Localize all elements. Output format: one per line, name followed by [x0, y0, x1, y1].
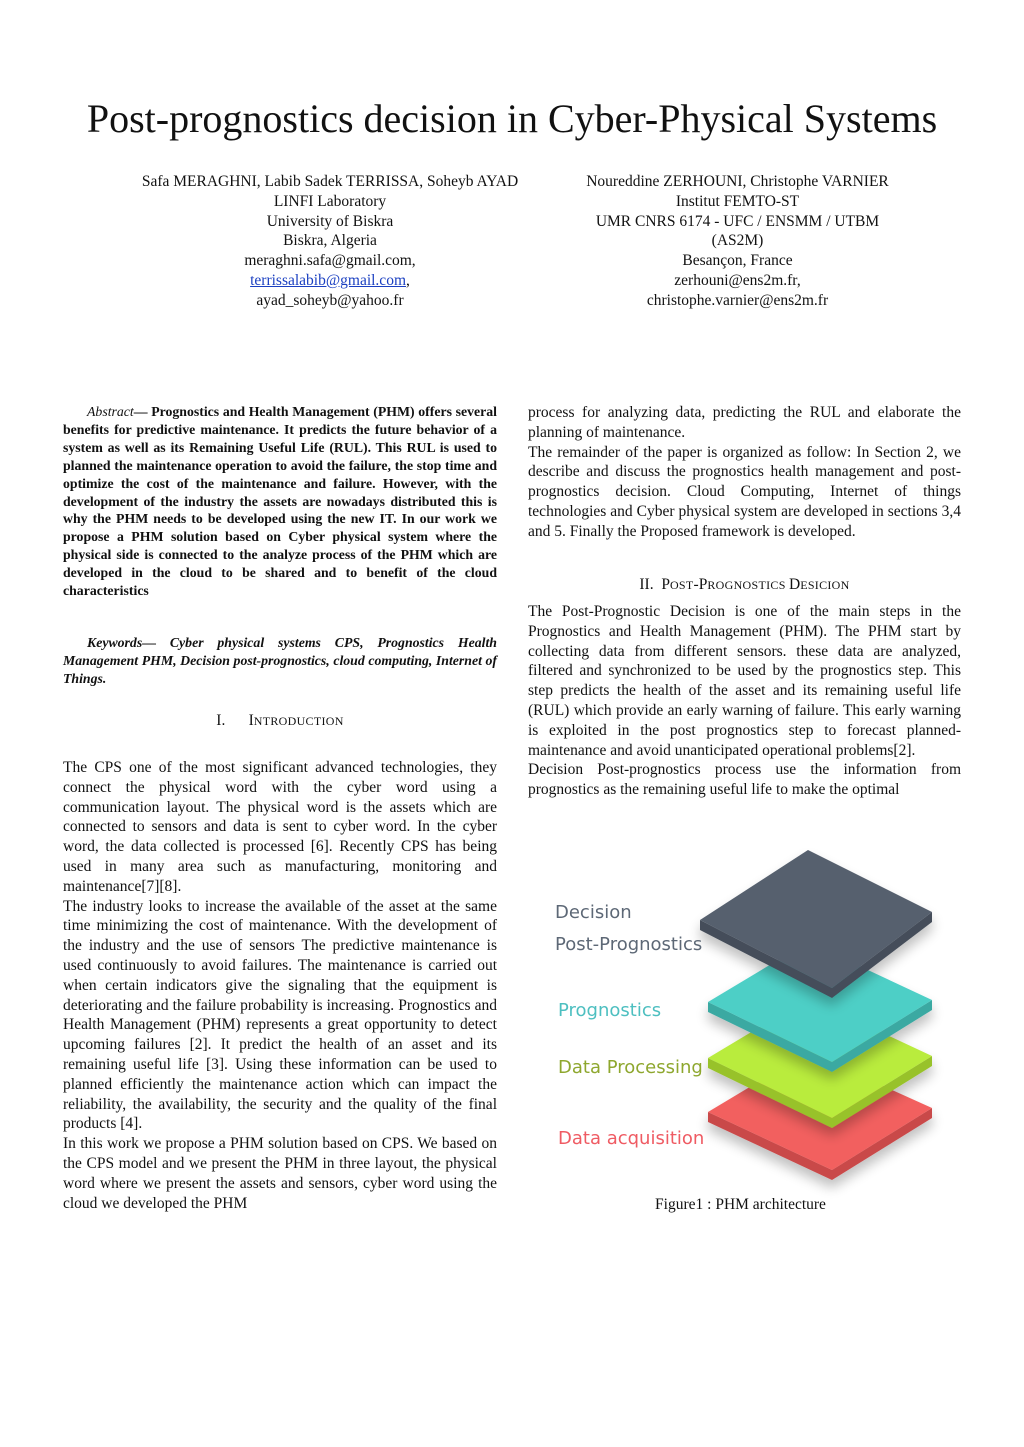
- paragraph: The industry looks to increase the available of the asset at the same time minimizing the cost of maintenance. With the development of the industry and the use of sensors The predictive maintenance is used continuously to avoid failures. The maintenance is carried out when certain indicators give the signaling that the equipment is deteriorating and the failure probability is increasing. Prognostics and Health Management (PHM) represents a great opportunity to detect upcoming failures [2]. It predict the health of an asset and its remaining useful life [3]. Using these information can be used to planned efficiently the maintenance action which can impact the reliability, the availability, the security and the quality of the final products [4].: [63, 897, 497, 1133]
- figure-label-prognostics: Prognostics: [558, 1000, 662, 1021]
- author-dept: (AS2M): [711, 232, 764, 250]
- figure-label-decision: Decision: [555, 902, 632, 923]
- paragraph: In this work we propose a PHM solution based on CPS. We based on the CPS model and we present the PHM in three layout, the physical word where we present the assets and sensors, cyber word using the cloud we developed the PHM: [63, 1135, 497, 1212]
- authors-left: [100, 172, 560, 311]
- paper-title: Post-prognostics decision in Cyber-Physical Systems: [86, 96, 938, 141]
- keywords-text: Cyber physical systems CPS, Prognostics Health Management PHM, Decision post-prognostics, cloud computing, Internet of Things.: [63, 635, 497, 686]
- introduction-body: [63, 758, 497, 1213]
- keywords-label: Keywords—: [87, 635, 156, 650]
- author-institute: Institut FEMTO-ST: [675, 192, 800, 210]
- section-heading-introduction: I. INTRODUCTION: [216, 712, 344, 729]
- abstract-text: Prognostics and Health Management (PHM) offers several benefits for predictive maintenance. It predicts the future behavior of a system as well as its Remaining Useful Life (RUL). This RUL is used to planned the maintenance operation to avoid the failure, the stop time and optimize the cost of the maintenance and failure. However, with the development of the industry the assets are nowadays distributed this is why the PHM needs to be developed using the new IT. In our work we propose a PHM solution based on Cyber physical system where the physical side is connected to the analyze process of the PHM which are developed in the cloud to be shared and to benefit of the cloud characteristics: [63, 404, 497, 599]
- right-column-body: [528, 403, 961, 542]
- post-prognostics-body: [528, 602, 961, 800]
- figure-label-post-prognostics: Post-Prognostics: [555, 934, 703, 955]
- phm-architecture-figure: [540, 840, 960, 1200]
- author-email: ayad_soheyb@yahoo.fr: [256, 291, 404, 309]
- author-umr: UMR CNRS 6174 - UFC / ENSMM / UTBM: [595, 212, 880, 230]
- figure-label-data-acquisition: Data acquisition: [558, 1128, 705, 1149]
- author-email: zerhouni@ens2m.fr,: [674, 271, 801, 289]
- figure-label-data-processing: Data Processing: [558, 1057, 703, 1078]
- author-location: Biskra, Algeria: [283, 232, 377, 250]
- layer-top: [700, 850, 932, 988]
- authors-right: [545, 172, 930, 311]
- section-heading-post-prognostics: II. POST-PROGNOSTICS DESICION: [639, 576, 850, 593]
- author-names: Safa MERAGHNI, Labib Sadek TERRISSA, Soheyb AYAD: [141, 173, 519, 190]
- author-email: meraghni.safa@gmail.com,: [244, 252, 416, 270]
- author-email-line: terrissalabib@gmail.com,: [250, 271, 410, 289]
- keywords: [63, 634, 497, 688]
- section-number: II.: [639, 576, 654, 593]
- author-names: Noureddine ZERHOUNI, Christophe VARNIER: [586, 173, 889, 190]
- section-number: I.: [216, 712, 226, 729]
- paragraph: The Post-Prognostic Decision is one of the main steps in the Prognostics and Health Management (PHM). The PHM start by collecting data from different sensors. these data are analyzed, filtered and synchronized to be used by the prognostics step. This step predicts the health of the asset and its remaining useful life (RUL) which provide an early warning of failure. This early warning is exploited in the post prognostics step to forecast planned-maintenance and avoid unanticipated operational problems[2].: [528, 603, 961, 759]
- author-email: christophe.varnier@ens2m.fr: [646, 291, 829, 309]
- paragraph: The CPS one of the most significant advanced technologies, they connect the physical word with the cyber word using a communication layout. The physical word is the assets which are connected to sensors and data is sent to cyber word. In the cyber word, the data collected is processed [6]. Recently CPS has being used in many area such as manufacturing, monitoring and maintenance[7][8].: [63, 759, 497, 895]
- author-location: Besançon, France: [682, 252, 793, 270]
- layer-decision: [700, 850, 932, 998]
- paragraph: The remainder of the paper is organized as follow: In Section 2, we describe and discuss the prognostics health management and post-prognostics decision. Cloud Computing, Internet of things technologies and Cyber physical system are developed in sections 3,4 and 5. Finally the Proposed framework is developed.: [528, 443, 961, 540]
- paragraph: process for analyzing data, predicting the RUL and elaborate the planning of maintenance.: [528, 404, 961, 441]
- figure-caption: Figure1 : PHM architecture: [655, 1196, 826, 1213]
- abstract-label: Abstract: [87, 404, 134, 419]
- paragraph: Decision Post-prognostics process use the information from prognostics as the remaining useful life to make the optimal: [528, 761, 961, 799]
- author-email-link[interactable]: terrissalabib@gmail.com: [250, 271, 406, 289]
- author-university: University of Biskra: [266, 212, 394, 230]
- abstract: [63, 403, 497, 600]
- abstract-dash: —: [133, 404, 148, 419]
- author-lab: LINFI Laboratory: [273, 192, 387, 210]
